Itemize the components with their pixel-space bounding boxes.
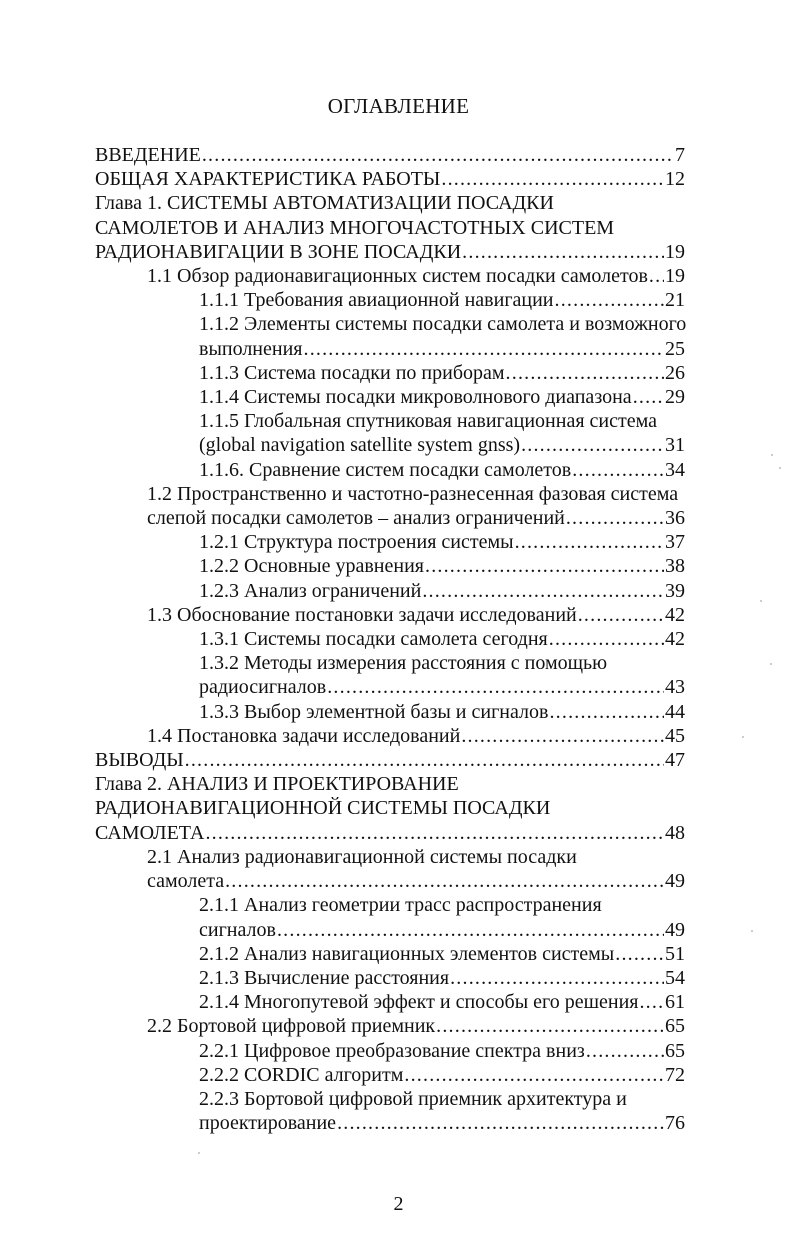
dot-leader — [549, 700, 664, 724]
toc-entry-page: 19 — [665, 265, 685, 288]
dot-leader — [422, 579, 664, 603]
toc-entry-text: 2.1.3 Вычисление расстояния — [199, 966, 450, 989]
dot-leader — [506, 361, 664, 385]
toc-entry — [95, 409, 685, 457]
toc-entry — [95, 603, 685, 627]
toc-entry-last-line — [199, 385, 685, 409]
toc-entry-text: 2.1.2 Анализ навигационных элементов системы — [199, 942, 615, 965]
dot-leader — [572, 458, 664, 482]
dot-leader — [225, 869, 664, 893]
toc-entry-page: 43 — [665, 676, 685, 699]
toc-entry-last-line — [95, 143, 685, 167]
toc-entry — [95, 264, 685, 288]
dot-leader — [450, 966, 664, 990]
toc-entry-last-line — [199, 579, 685, 603]
toc-entry-last-line — [147, 869, 685, 893]
toc-entry — [95, 361, 685, 385]
toc-entry-text: 1.3.3 Выбор элементной базы и сигналов — [199, 700, 549, 723]
toc-entry-page: 42 — [665, 603, 685, 626]
toc-entry-page: 12 — [665, 168, 685, 191]
toc-entry — [95, 191, 685, 264]
toc-entry — [95, 627, 685, 651]
toc-entry-last-line — [199, 288, 685, 312]
toc-entry — [95, 1087, 685, 1135]
toc-entry-text: РАДИОНАВИГАЦИИ В ЗОНЕ ПОСАДКИ — [95, 240, 462, 263]
toc-entry-page: 51 — [665, 942, 685, 965]
scan-speck — [751, 930, 753, 932]
toc-entry-last-line — [147, 264, 685, 288]
dot-leader — [639, 990, 664, 1014]
toc-entry-text: 2.2.2 CORDIC алгоритм — [199, 1063, 404, 1086]
toc-entry-page: 65 — [665, 1015, 685, 1038]
toc-entry-text: 1.1 Обзор радионавигационных систем посадки самолетов — [147, 265, 648, 288]
toc-entry-text: 2.1.1 Анализ геометрии трасс распространения — [199, 894, 602, 917]
toc-entry-last-line — [95, 748, 685, 772]
toc-entry-page: 29 — [665, 386, 685, 409]
dot-leader — [337, 1111, 664, 1135]
scan-speck — [742, 736, 744, 738]
dot-leader — [462, 240, 664, 264]
toc-entry-text: 1.2.3 Анализ ограничений — [199, 579, 422, 602]
toc-entry-page: 61 — [665, 991, 685, 1014]
toc-entry-page: 26 — [665, 361, 685, 384]
toc-entry-page: 36 — [665, 507, 685, 530]
toc-entry-last-line — [199, 700, 685, 724]
toc-entry — [95, 845, 685, 893]
dot-leader — [304, 337, 665, 361]
toc-entry — [95, 700, 685, 724]
toc-entry-last-line — [199, 337, 685, 361]
toc-entry — [95, 167, 685, 191]
dot-leader — [436, 1014, 664, 1038]
toc-entry — [95, 1063, 685, 1087]
toc-entry-text: сигналов — [199, 918, 276, 941]
dot-leader — [277, 918, 664, 942]
toc-entry-text: 1.1.4 Системы посадки микроволнового диапазона — [199, 386, 632, 409]
toc-entry-page: 44 — [665, 700, 685, 723]
toc-entry-last-line — [199, 627, 685, 651]
toc-entry-text: ВЫВОДЫ — [95, 749, 184, 772]
toc-entry-last-line — [147, 603, 685, 627]
toc-entry-page: 38 — [665, 555, 685, 578]
dot-leader — [202, 143, 674, 167]
toc-entry-last-line — [199, 1111, 685, 1135]
toc-entry — [95, 312, 685, 360]
toc-entry-last-line — [199, 990, 685, 1014]
scan-speck — [770, 663, 772, 665]
toc-entry-text: 1.1.1 Требования авиационной навигации — [199, 289, 554, 312]
toc-entry — [95, 1039, 685, 1063]
toc-entry — [95, 530, 685, 554]
dot-leader — [555, 288, 664, 312]
toc-entry — [95, 482, 685, 530]
dot-leader — [441, 167, 664, 191]
dot-leader — [205, 821, 664, 845]
toc-entry-last-line — [199, 1063, 685, 1087]
toc-entry-page: 19 — [665, 240, 685, 263]
dot-leader — [521, 433, 664, 457]
toc-entry-page: 34 — [665, 458, 685, 481]
toc-entry-page: 49 — [665, 918, 685, 941]
toc-entry — [95, 942, 685, 966]
toc-entry-text: проектирование — [199, 1112, 337, 1135]
toc-entry — [95, 143, 685, 167]
toc-entry — [95, 966, 685, 990]
toc-entry-last-line — [199, 1039, 685, 1063]
toc-entry-text: выполнения — [199, 337, 303, 360]
toc-entry-text: ОБЩАЯ ХАРАКТЕРИСТИКА РАБОТЫ — [95, 168, 441, 191]
dot-leader — [185, 748, 664, 772]
toc-entry-text: САМОЛЕТА — [95, 821, 205, 844]
toc-entry-last-line — [199, 966, 685, 990]
toc-entry-text: 2.2.3 Бортовой цифровой приемник архитектура и — [199, 1087, 627, 1110]
toc-entry-page: 42 — [665, 628, 685, 651]
toc-entry — [95, 893, 685, 941]
scan-speck — [198, 1152, 200, 1154]
scan-speck — [771, 454, 773, 456]
toc-entry-text: 1.1.2 Элементы системы посадки самолета и возможного — [199, 313, 687, 336]
dot-leader — [633, 385, 664, 409]
toc-entry-last-line — [199, 675, 685, 699]
toc-entry-text: радиосигналов — [199, 676, 327, 699]
dot-leader — [461, 724, 664, 748]
toc-entry-page: 54 — [665, 966, 685, 989]
dot-leader — [586, 1039, 664, 1063]
toc-entry-text: ВВЕДЕНИЕ — [95, 144, 201, 166]
toc-entry-text: слепой посадки самолетов – анализ ограничений — [147, 507, 565, 530]
toc-entry-text: РАДИОНАВИГАЦИОННОЙ СИСТЕМЫ ПОСАДКИ — [95, 797, 551, 820]
toc-entry-text: 1.3 Обоснование постановки задачи исследований — [147, 603, 577, 626]
page-number: 2 — [393, 1193, 404, 1215]
toc-entry-text: 2.1.4 Многопутевой эффект и способы его решения — [199, 991, 639, 1014]
toc-entry-text: 1.3.1 Системы посадки самолета сегодня — [199, 628, 548, 651]
toc-entry-page: 45 — [665, 724, 685, 747]
toc-entry — [95, 724, 685, 748]
toc-entry-last-line — [95, 821, 685, 845]
page-title: ОГЛАВЛЕНИЕ — [327, 94, 470, 118]
toc-entry — [95, 385, 685, 409]
toc-entry-text: 2.1 Анализ радионавигационной системы посадки — [147, 845, 577, 868]
scan-speck — [760, 600, 762, 602]
toc-entry-page: 21 — [665, 289, 685, 312]
toc-entry-page: 47 — [665, 749, 685, 772]
dot-leader — [425, 554, 664, 578]
toc-entry-page: 7 — [675, 144, 685, 166]
toc-entry-page: 49 — [665, 870, 685, 893]
dot-leader — [649, 264, 664, 288]
toc-entry — [95, 579, 685, 603]
dot-leader — [515, 530, 664, 554]
toc-entry-last-line — [199, 361, 685, 385]
table-of-contents — [95, 143, 685, 1135]
toc-entry — [95, 651, 685, 699]
toc-entry-page: 39 — [665, 579, 685, 602]
toc-entry — [95, 288, 685, 312]
toc-entry-last-line — [199, 458, 685, 482]
toc-entry — [95, 1014, 685, 1038]
toc-entry-text: 1.2.2 Основные уравнения — [199, 555, 424, 578]
toc-entry-page: 31 — [665, 434, 685, 457]
toc-entry-last-line — [199, 554, 685, 578]
dot-leader — [404, 1063, 664, 1087]
toc-entry-text: 1.2.1 Структура построения системы — [199, 531, 514, 554]
dot-leader — [566, 506, 664, 530]
toc-entry-last-line — [199, 942, 685, 966]
toc-entry-text: Глава 2. АНАЛИЗ И ПРОЕКТИРОВАНИЕ — [95, 773, 459, 796]
toc-entry-page: 25 — [665, 337, 685, 360]
dot-leader — [615, 942, 664, 966]
toc-entry-text: САМОЛЕТОВ И АНАЛИЗ МНОГОЧАСТОТНЫХ СИСТЕМ — [95, 216, 615, 239]
toc-entry-text: самолета — [147, 870, 225, 893]
toc-entry — [95, 748, 685, 772]
toc-entry-text: 1.1.3 Система посадки по приборам — [199, 361, 505, 384]
toc-entry-text: 1.2 Пространственно и частотно-разнесенная фазовая система — [147, 482, 679, 505]
toc-entry-last-line — [95, 240, 685, 264]
toc-entry-text: 1.1.6. Сравнение систем посадки самолетов — [199, 458, 572, 481]
toc-entry-last-line — [199, 530, 685, 554]
toc-entry-last-line — [95, 167, 685, 191]
toc-entry-text: 1.4 Постановка задачи исследований — [147, 724, 461, 747]
toc-entry-text: Глава 1. СИСТЕМЫ АВТОМАТИЗАЦИИ ПОСАДКИ — [95, 192, 554, 215]
toc-entry — [95, 772, 685, 845]
toc-entry-last-line — [199, 918, 685, 942]
toc-entry-page: 65 — [665, 1039, 685, 1062]
toc-entry-text: 1.1.5 Глобальная спутниковая навигационная система — [199, 410, 657, 433]
toc-entry-text: 2.2.1 Цифровое преобразование спектра вниз — [199, 1039, 585, 1062]
toc-entry — [95, 458, 685, 482]
dot-leader — [327, 675, 664, 699]
toc-entry-text: 1.3.2 Методы измерения расстояния с помощью — [199, 652, 608, 675]
toc-entry-text: 2.2 Бортовой цифровой приемник — [147, 1015, 436, 1038]
toc-entry-last-line — [199, 433, 685, 457]
toc-entry-text: (global navigation satellite system gnss) — [199, 434, 521, 457]
toc-entry — [95, 554, 685, 578]
toc-entry-page: 72 — [665, 1063, 685, 1086]
scan-speck — [779, 467, 781, 469]
dot-leader — [549, 627, 664, 651]
toc-entry — [95, 990, 685, 1014]
toc-entry-last-line — [147, 506, 685, 530]
toc-entry-page: 37 — [665, 531, 685, 554]
toc-entry-last-line — [147, 1014, 685, 1038]
toc-entry-last-line — [147, 724, 685, 748]
toc-entry-page: 48 — [665, 821, 685, 844]
dot-leader — [578, 603, 664, 627]
toc-entry-page: 76 — [665, 1112, 685, 1135]
